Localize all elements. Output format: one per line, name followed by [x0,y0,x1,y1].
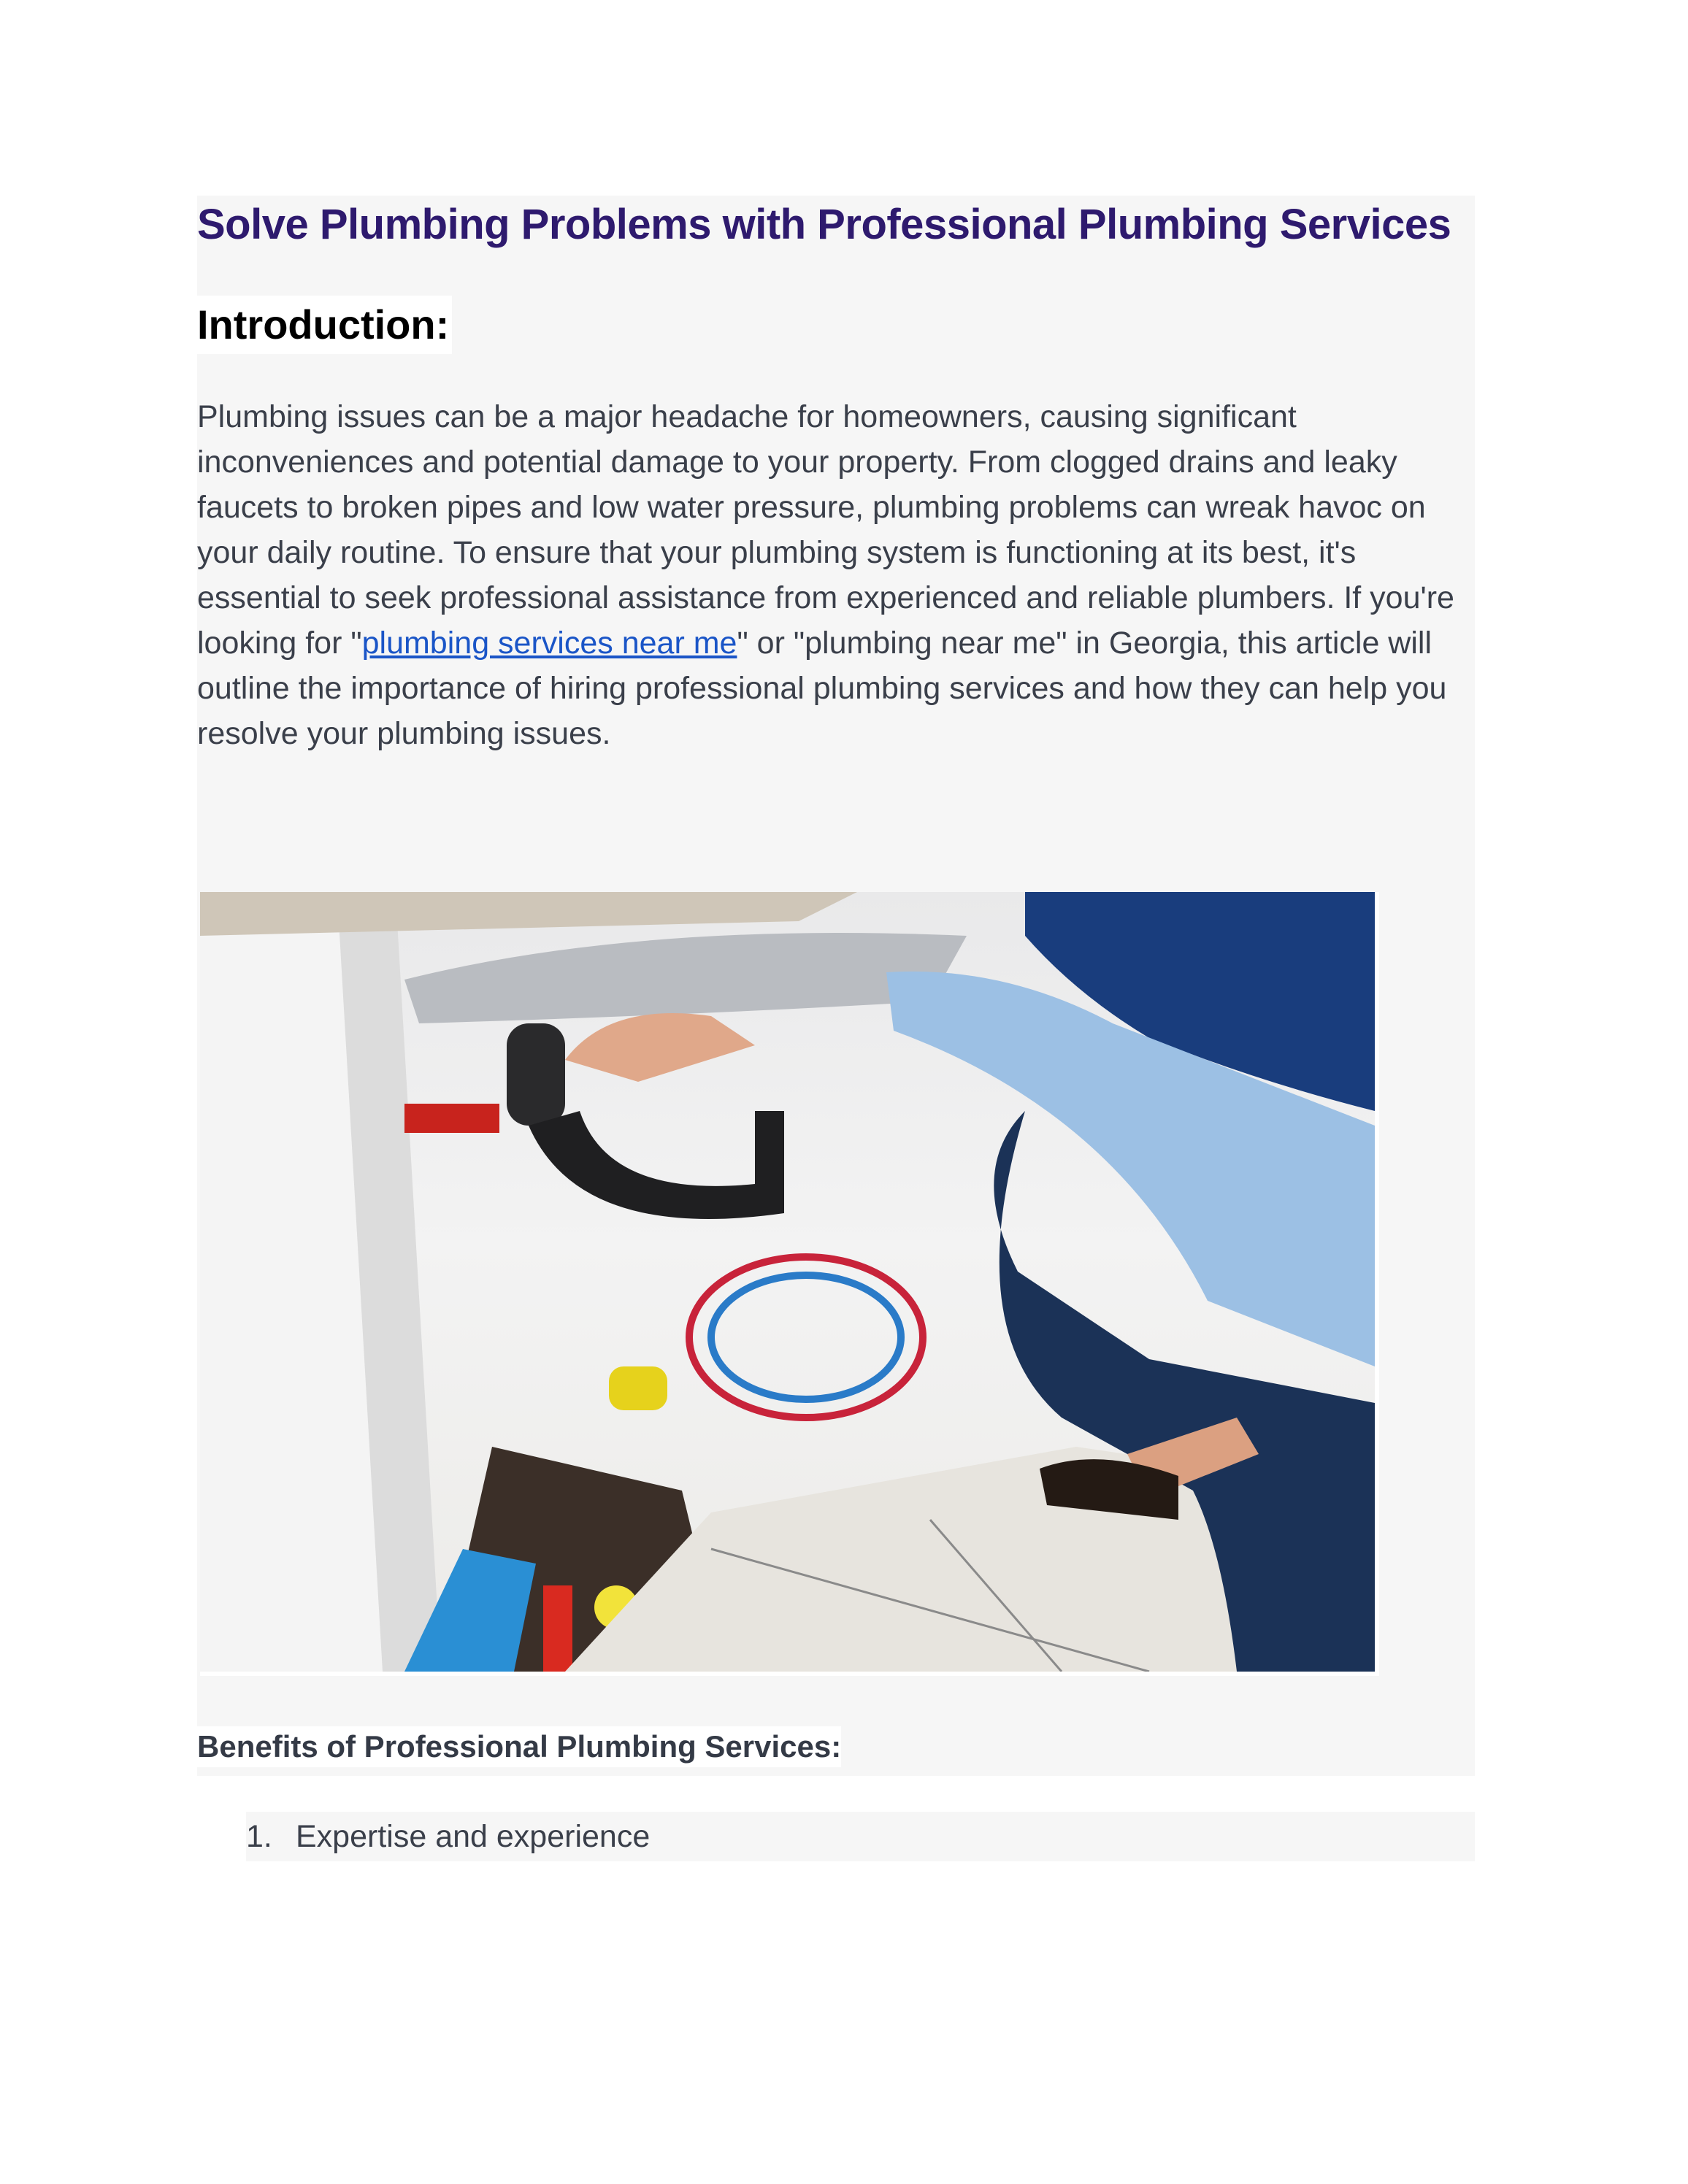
plumbing-services-link[interactable]: plumbing services near me [361,626,737,661]
plumber-under-sink-image [200,892,1375,1672]
paragraph-text-continued: " or "plumbing near me" in Georgia, this article will outline the importance of hiring professional plumbing services and how they can help you resolve your plumbing issues. [197,626,1447,751]
introduction-heading: Introduction: [197,296,452,354]
paragraph-text: Plumbing issues can be a major headache for homeowners, causing significant inconveniences and potential damage to your property. From clogged drains and leaky faucets to broken pipes and low water pressure, plumbing problems can wreak havoc on your daily routine. To ensure that your plumbing system is functioning at its best, it's essential to seek professional assistance from experienced and reliable plumbers. If you're looking for " [197,399,1454,661]
page-title: Solve Plumbing Problems with Professional Plumbing Services [197,196,1451,254]
list-item-text: Expertise and experience [296,1819,651,1854]
intro-paragraph [197,394,1482,756]
plumber-photo [200,892,1379,1676]
list-item [246,1812,1475,1861]
list-number: 1. [246,1819,272,1854]
benefits-heading: Benefits of Professional Plumbing Services: [197,1726,841,1767]
